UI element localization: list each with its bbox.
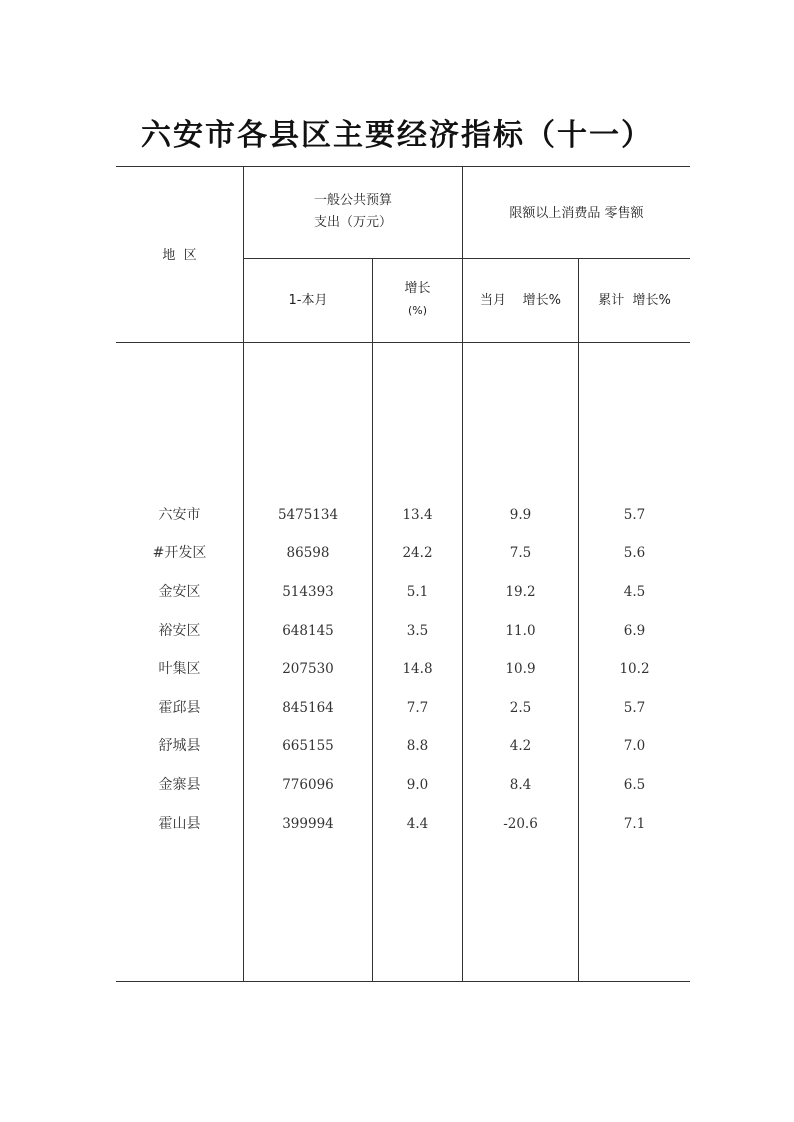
header-growth-line2: (%) (407, 304, 428, 317)
cell-cum-growth: 4.5 (623, 584, 646, 600)
cell-ytd: 665155 (282, 738, 334, 754)
cell-region: 舒城县 (158, 738, 201, 754)
header-budget-group (244, 190, 462, 234)
cell-region: #开发区 (152, 545, 207, 561)
cell-cum-growth: 10.2 (619, 661, 650, 677)
header-budget-line2: 支出（万元） (313, 215, 392, 230)
cell-ytd: 648145 (282, 623, 334, 639)
cell-ytd: 514393 (282, 584, 334, 600)
cell-growth: 13.4 (402, 507, 433, 523)
cell-month-growth: -20.6 (503, 816, 538, 832)
cell-ytd: 776096 (282, 777, 334, 793)
cell-cum-growth: 6.9 (623, 623, 646, 639)
cell-cum-growth: 7.0 (623, 738, 646, 754)
cell-month-growth: 9.9 (509, 507, 532, 523)
cell-cum-growth: 5.7 (623, 700, 646, 716)
cell-growth: 3.5 (406, 623, 429, 639)
cell-month-growth: 10.9 (505, 661, 536, 677)
cell-region: 金寨县 (158, 777, 201, 793)
cell-growth: 7.7 (406, 700, 429, 716)
cell-ytd: 5475134 (277, 507, 339, 523)
header-col-month-growth: 当月 增长% (480, 293, 561, 308)
header-retail-group: 限额以上消费品 零售额 (509, 206, 644, 221)
col-divider-budget-inner (372, 258, 373, 982)
cell-region: 霍山县 (158, 816, 201, 832)
cell-region: 霍邱县 (158, 700, 201, 716)
cell-cum-growth: 7.1 (623, 816, 646, 832)
table-bottom-rule (116, 981, 690, 982)
cell-region: 裕安区 (158, 623, 201, 639)
cell-growth: 4.4 (406, 816, 429, 832)
table-top-rule (116, 166, 690, 167)
cell-month-growth: 19.2 (505, 584, 536, 600)
cell-month-growth: 11.0 (505, 623, 536, 639)
cell-month-growth: 7.5 (509, 545, 532, 561)
header-growth-line1: 增长 (404, 281, 431, 296)
cell-cum-growth: 6.5 (623, 777, 646, 793)
cell-ytd: 845164 (282, 700, 334, 716)
cell-ytd: 207530 (282, 661, 334, 677)
header-budget-line1: 一般公共预算 (313, 193, 392, 208)
cell-growth: 9.0 (406, 777, 429, 793)
cell-growth: 24.2 (402, 545, 433, 561)
cell-region: 六安市 (158, 507, 201, 523)
header-col-ytd: 1-本月 (288, 293, 328, 308)
cell-cum-growth: 5.7 (623, 507, 646, 523)
cell-ytd: 399994 (282, 816, 334, 832)
cell-growth: 5.1 (406, 584, 429, 600)
col-divider-region (243, 166, 244, 982)
cell-month-growth: 2.5 (509, 700, 532, 716)
cell-month-growth: 8.4 (509, 777, 532, 793)
header-region: 地 区 (162, 248, 197, 263)
header-col-cum-growth: 累计 增长% (598, 293, 671, 308)
cell-growth: 14.8 (402, 661, 433, 677)
header-bottom-rule (116, 342, 690, 343)
page-title: 六安市各县区主要经济指标（十一） (141, 118, 653, 153)
col-divider-groups (462, 166, 463, 982)
cell-ytd: 86598 (286, 545, 330, 561)
cell-growth: 8.8 (406, 738, 429, 754)
header-col-growth (373, 278, 462, 322)
cell-month-growth: 4.2 (509, 738, 532, 754)
cell-region: 金安区 (158, 584, 201, 600)
cell-region: 叶集区 (158, 661, 201, 677)
col-divider-retail-inner (578, 258, 579, 982)
cell-cum-growth: 5.6 (623, 545, 646, 561)
header-mid-rule (244, 258, 690, 259)
